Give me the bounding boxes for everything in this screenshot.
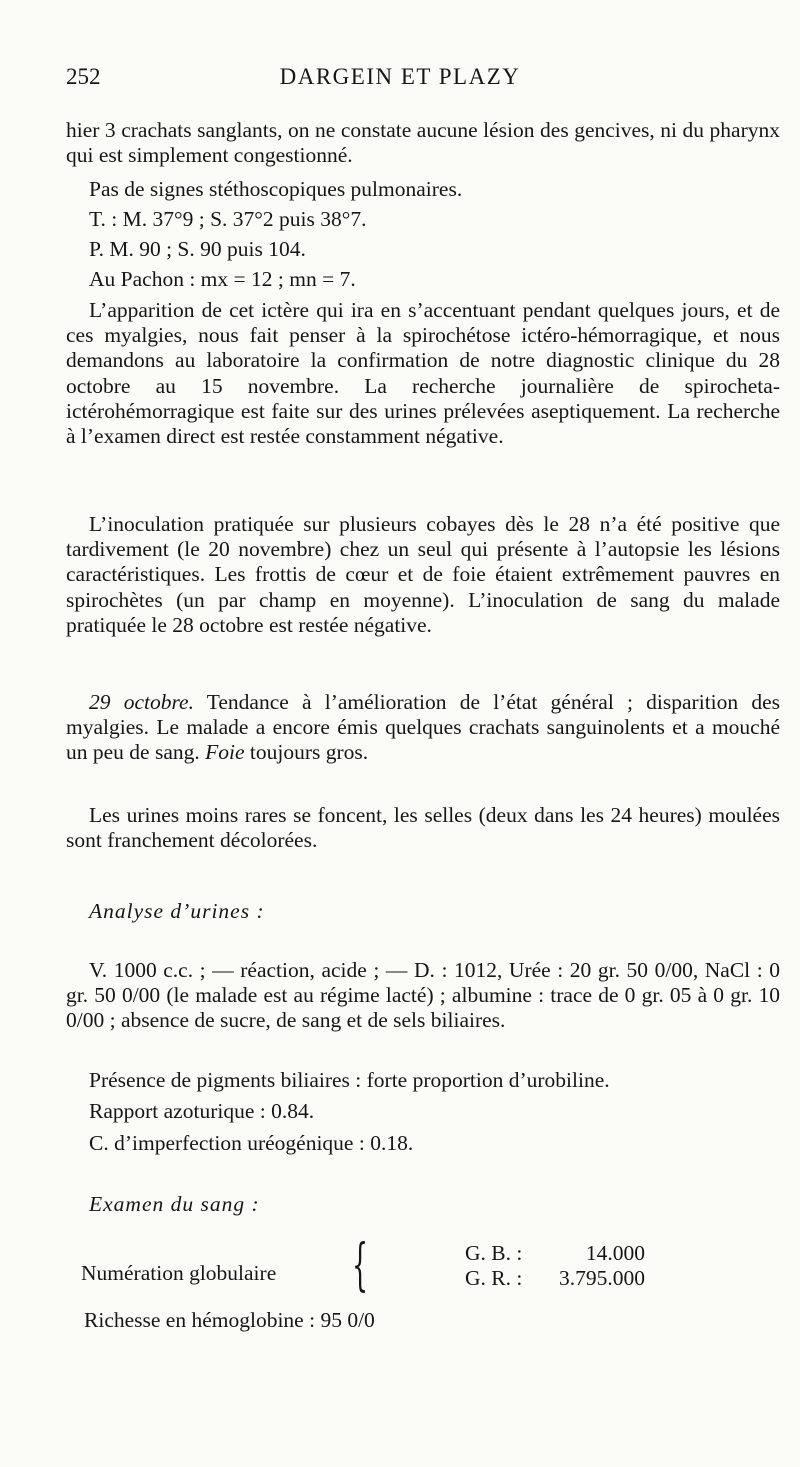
paragraph-29-foie: Foie [205,740,245,765]
analyse-urines-title: Analyse d’urines : [89,899,265,923]
date-29-octobre: 29 octobre. [89,690,194,714]
line-pachon: Au Pachon : mx = 12 ; mn = 7. [89,267,356,291]
numeration-value: 3.795.000 [559,1266,645,1290]
paragraph-analyse [66,958,780,1034]
paragraph-29-octobre [66,690,780,766]
line-signes: Pas de signes stéthoscopiques pulmonaires. [89,177,463,201]
paragraph-analyse-text: V. 1000 c.c. ; — réaction, acide ; — D. : 1012, Urée : 20 gr. 50 0/00, NaCl : 0 gr. 50 0/00 (le malade est au régime lacté) ; albumine : trace de 0 gr. 05 à 0 gr. 10 0/00 ; absence de sucre, de sang et de sels biliaires. [66,958,780,1033]
numeration-row-gr [465,1266,645,1291]
numeration-row-gb [465,1241,645,1266]
running-title: DARGEIN ET PLAZY [279,64,521,89]
line-imperfection: C. d’imperfection uréogénique : 0.18. [89,1131,414,1155]
page-number: 252 [66,64,101,89]
paragraph-apparition [66,298,780,449]
paragraph-29-text-c: toujours gros. [244,740,369,765]
examen-sang-title: Examen du sang : [89,1192,260,1216]
numeration-key: G. R. : [465,1266,523,1290]
paragraph-crachats [66,118,780,168]
numeration-key: G. B. : [465,1241,523,1265]
paragraph-crachats-text: hier 3 crachats sanglants, on ne constate aucune lésion des gencives, ni du pharynx qui est simplement congestionné. [66,118,780,168]
paragraph-29-text-a: Tendance à l’amélioration de l’état général ; disparition des myalgies. Le malade a encore émis quelques crachats sanguinolents et a mouché un peu de sang. [66,690,780,765]
paragraph-apparition-text: L’apparition de cet ictère qui ira en s’accentuant pendant quelques jours, et de ces myalgies, nous fait penser à la spirochétose ictéro-hémorragique, et nous demandons au laboratoire la confirmation de notre diagnostic clinique du 28 octobre au 15 novembre. La recherche journalière de spirocheta-ictérohémorragique est faite sur des urines prélevées aseptiquement. La recherche à l’examen direct est restée constamment négative. [66,298,780,449]
line-pigments: Présence de pigments biliaires : forte proportion d’urobiline. [89,1068,610,1092]
brace-icon: { [352,1233,369,1298]
numeration-label: Numération globulaire [81,1261,277,1285]
line-pouls: P. M. 90 ; S. 90 puis 104. [89,237,306,261]
line-richesse: Richesse en hémoglobine : 95 0/0 [84,1308,375,1332]
paragraph-inoculation [66,512,780,638]
numeration-value: 14.000 [585,1241,645,1265]
line-rapport: Rapport azoturique : 0.84. [89,1099,315,1123]
paragraph-urines [66,803,780,853]
paragraph-urines-text: Les urines moins rares se foncent, les selles (deux dans les 24 heures) moulées sont franchement décolorées. [66,803,780,853]
paragraph-inoculation-text: L’inoculation pratiquée sur plusieurs cobayes dès le 28 n’a été positive que tardivement (le 20 novembre) chez un seul qui présente à l’autopsie les lésions caractéristiques. Les frottis de cœur et de foie étaient extrêmement pauvres en spirochètes (un par champ en moyenne). L’inoculation de sang du malade pratiquée le 28 octobre est restée négative. [66,512,780,637]
line-temperature: T. : M. 37°9 ; S. 37°2 puis 38°7. [89,207,367,231]
